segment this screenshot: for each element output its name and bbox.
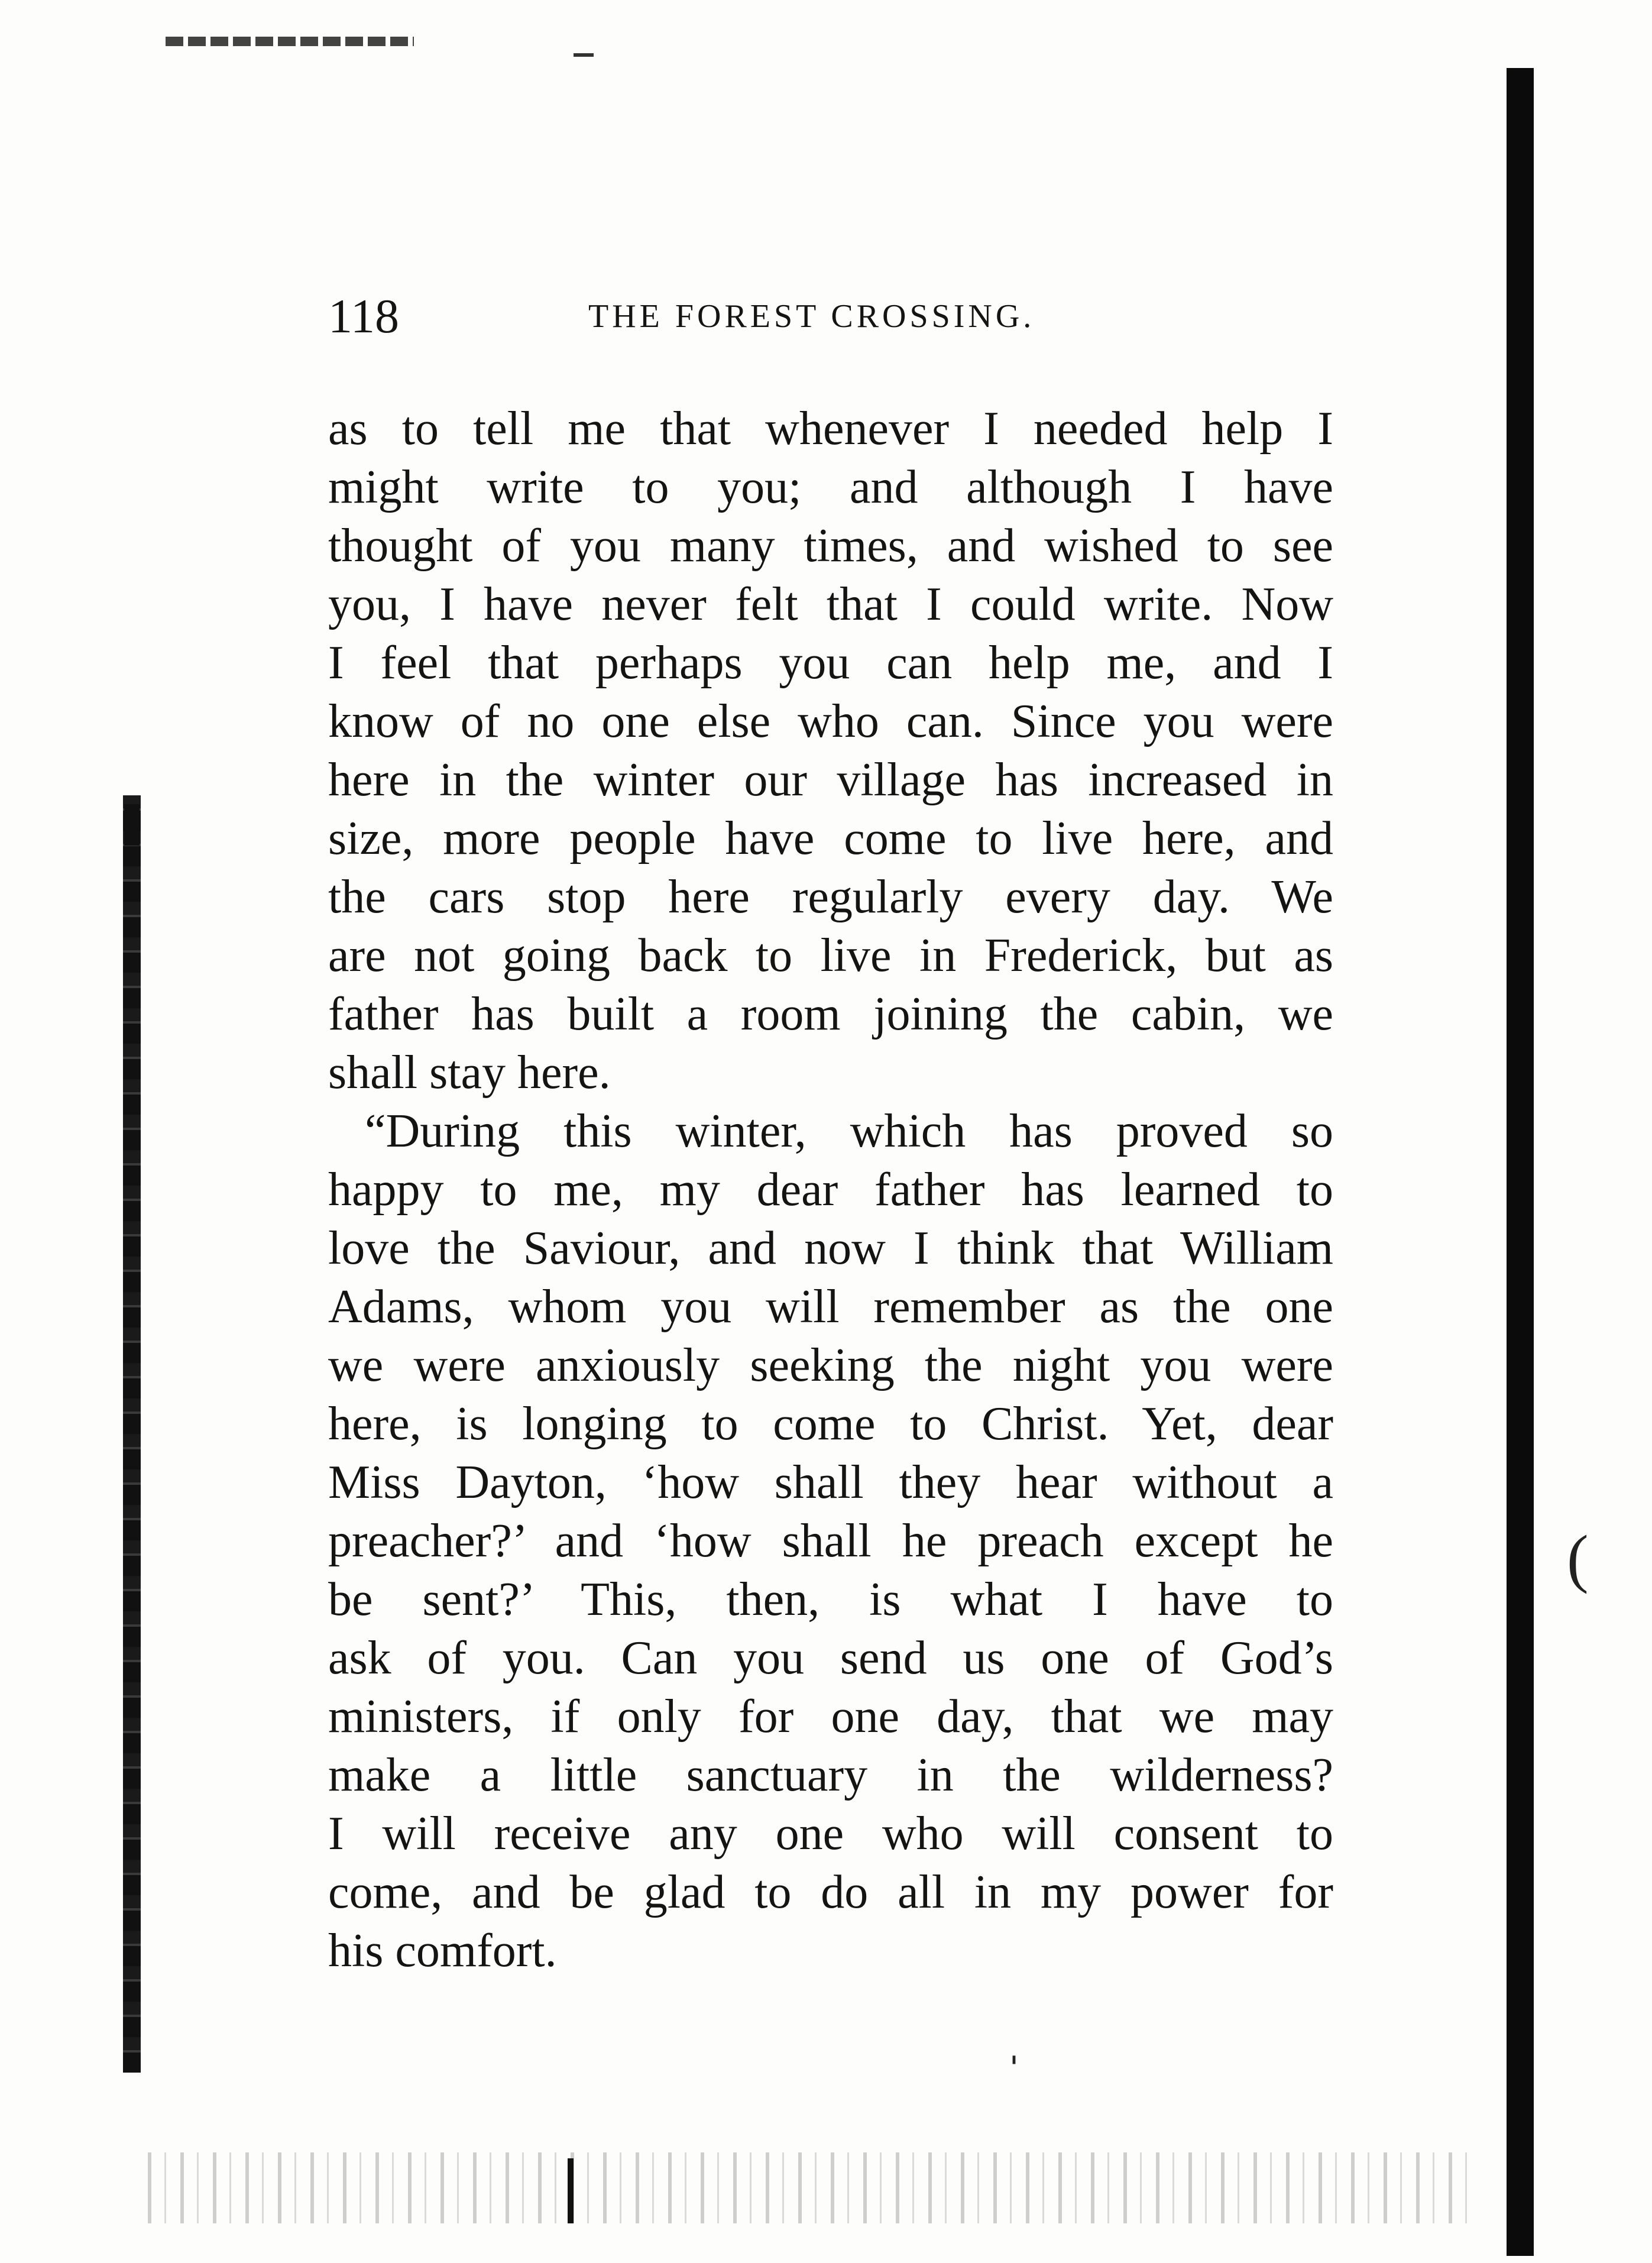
text-line: as to tell me that whenever I needed help I <box>328 403 1333 455</box>
text-line: the cars stop here regularly every day. We <box>328 871 1333 923</box>
text-line: “During this winter, which has proved so <box>365 1105 1333 1157</box>
book-edge-mark-left <box>124 804 140 846</box>
text-line: are not going back to live in Frederick, but as <box>328 930 1333 982</box>
body-text <box>328 400 1333 1980</box>
stray-ink-mark: ˌ <box>1005 2006 1023 2064</box>
running-title: THE FOREST CROSSING. <box>588 298 1035 335</box>
text-line: be sent?’ This, then, is what I have to <box>328 1574 1333 1626</box>
text-line: happy to me, my dear father has learned to <box>328 1164 1333 1216</box>
book-edge-shadow-left <box>123 795 141 2073</box>
running-head <box>328 284 1174 349</box>
text-line: come, and be glad to do all in my power for <box>328 1866 1333 1918</box>
text-line: love the Saviour, and now I think that William <box>328 1222 1333 1274</box>
page-number: 118 <box>328 289 399 343</box>
text-line: I feel that perhaps you can help me, and I <box>328 637 1333 689</box>
text-line: know of no one else who can. Since you were <box>328 695 1333 747</box>
margin-pencil-mark: ( <box>1567 1522 1589 1594</box>
paragraph <box>328 400 1333 1102</box>
text-line: Miss Dayton, ‘how shall they hear without a <box>328 1456 1333 1508</box>
text-line: here in the winter our village has increased in <box>328 754 1333 806</box>
scan-noise-bottom <box>148 2152 1478 2223</box>
text-line: preacher?’ and ‘how shall he preach except he <box>328 1515 1333 1567</box>
text-line: ministers, if only for one day, that we may <box>328 1691 1333 1743</box>
text-line: size, more people have come to live here, and <box>328 812 1333 865</box>
text-line: ask of you. Can you send us one of God’s <box>328 1632 1333 1684</box>
text-line: we were anxiously seeking the night you were <box>328 1339 1333 1391</box>
text-line: Adams, whom you will remember as the one <box>328 1281 1333 1333</box>
scan-artifact-top-rule <box>166 37 414 46</box>
scan-artifact-bracket <box>568 2158 574 2223</box>
text-line: here, is longing to come to Christ. Yet, dear <box>328 1398 1333 1450</box>
text-line: might write to you; and although I have <box>328 461 1333 513</box>
text-line: you, I have never felt that I could write. Now <box>328 578 1333 630</box>
text-line: father has built a room joining the cabin, we <box>328 988 1333 1040</box>
book-spine-shadow-right <box>1507 68 1534 2256</box>
scan-artifact-top-dash <box>574 53 594 57</box>
text-line: make a little sanctuary in the wilderness? <box>328 1749 1333 1801</box>
text-line: thought of you many times, and wished to see <box>328 520 1333 572</box>
text-line: shall stay here. <box>328 1047 611 1099</box>
paragraph <box>328 1102 1333 1980</box>
text-line: I will receive any one who will consent to <box>328 1808 1333 1860</box>
text-line: his comfort. <box>328 1925 557 1977</box>
